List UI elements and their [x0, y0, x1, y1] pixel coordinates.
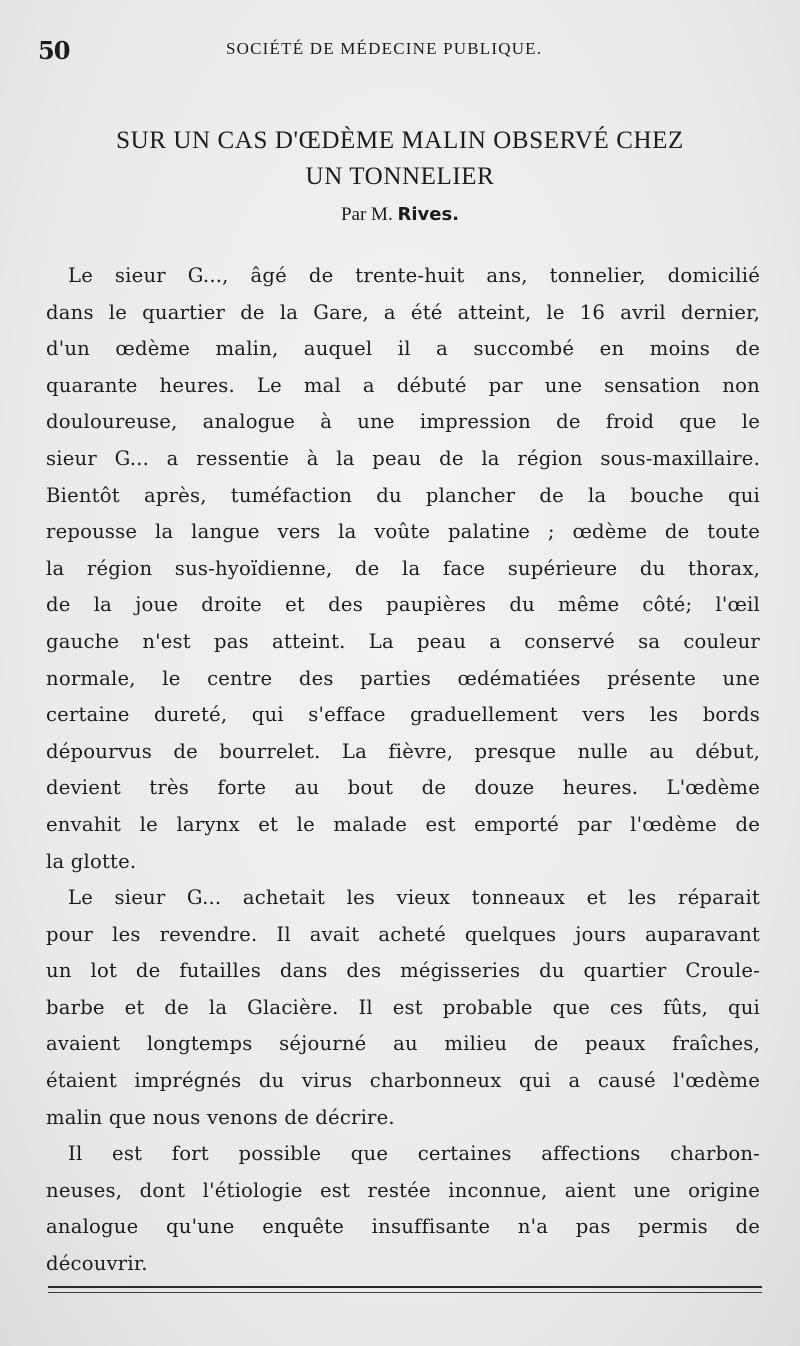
text-line: devient très forte au bout de douze heures. L'œdème	[46, 776, 760, 800]
text-line: quarante heures. Le mal a débuté par une sensation non	[46, 373, 760, 397]
text-line: Le sieur G... achetait les vieux tonneaux et les réparait	[68, 886, 760, 910]
title-line-2: UN TONNELIER	[305, 163, 495, 190]
journal-title: SOCIÉTÉ DE MÉDECINE PUBLIQUE.	[226, 39, 543, 58]
text-line: gauche n'est pas atteint. La peau a conservé sa couleur	[46, 629, 760, 653]
byline-prefix: Par M.	[340, 204, 393, 225]
text-line: Il est fort possible que certaines affections charbon-	[68, 1142, 760, 1166]
rule-thin	[48, 1292, 762, 1293]
paragraph	[46, 1136, 760, 1282]
page-number: 50	[38, 36, 70, 65]
article-title	[60, 123, 740, 195]
text-line: malin que nous venons de décrire.	[46, 1105, 395, 1129]
text-line: douloureuse, analogue à une impression de froid que le	[46, 410, 760, 434]
text-line: avaient longtemps séjourné au milieu de peaux fraîches,	[46, 1032, 760, 1056]
text-line: normale, le centre des parties œdématiées présente une	[46, 666, 760, 690]
text-line: dépourvus de bourrelet. La fièvre, presque nulle au début,	[46, 739, 760, 763]
text-line: barbe et de la Glacière. Il est probable que ces fûts, qui	[46, 995, 760, 1019]
text-line: analogue qu'une enquête insuffisante n'a pas permis de	[46, 1215, 760, 1239]
text-line: repousse la langue vers la voûte palatine ; œdème de toute	[46, 520, 760, 544]
author-name: Rives.	[397, 204, 459, 225]
text-line: la région sus-hyoïdienne, de la face supérieure du thorax,	[46, 556, 760, 580]
text-line: Le sieur G..., âgé de trente-huit ans, tonnelier, domicilié	[68, 264, 760, 287]
text-line: envahit le larynx et le malade est emporté par l'œdème de	[46, 812, 760, 836]
article-body	[46, 258, 760, 1283]
end-rule	[48, 1286, 762, 1297]
paragraph	[46, 258, 760, 880]
text-line: d'un œdème malin, auquel il a succombé en moins de	[46, 337, 760, 361]
text-line: sieur G... a ressentie à la peau de la région sous-maxillaire.	[46, 446, 760, 470]
text-line: de la joue droite et des paupières du même côté; l'œil	[46, 593, 760, 617]
text-line: pour les revendre. Il avait acheté quelques jours auparavant	[46, 922, 760, 946]
text-line: dans le quartier de la Gare, a été atteint, le 16 avril dernier,	[46, 300, 760, 324]
text-line: certaine dureté, qui s'efface graduellement vers les bords	[46, 703, 760, 727]
title-line-1: SUR UN CAS D'ŒDÈME MALIN OBSERVÉ CHEZ	[116, 127, 684, 154]
text-line: Bientôt après, tuméfaction du plancher de la bouche qui	[46, 483, 760, 507]
text-line: la glotte.	[46, 849, 137, 873]
rule-thick	[48, 1286, 762, 1288]
paragraph	[46, 880, 760, 1136]
running-header	[38, 36, 760, 66]
text-line: découvrir.	[46, 1252, 148, 1276]
text-line: un lot de futailles dans des mégisseries du quartier Croule-	[46, 959, 760, 983]
byline	[0, 204, 800, 226]
text-line: neuses, dont l'étiologie est restée inconnue, aient une origine	[46, 1178, 760, 1202]
text-line: étaient imprégnés du virus charbonneux qui a causé l'œdème	[46, 1069, 760, 1093]
